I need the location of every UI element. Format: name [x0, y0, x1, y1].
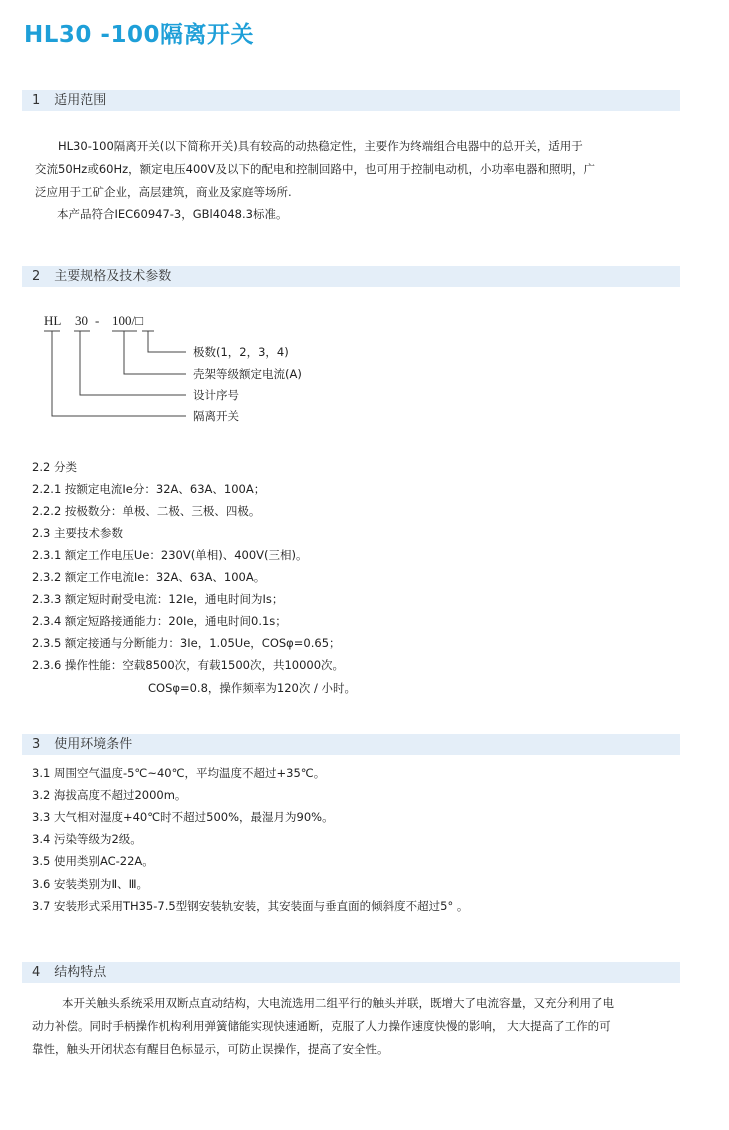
scope-standard-note: 本产品符合IEC60947-3，GBl4048.3标准。: [57, 207, 288, 221]
section-label: 使用环境条件: [54, 737, 133, 752]
spec-item: 2.2 分类: [32, 460, 77, 474]
spec-item-continuation: COSφ=0.8，操作频率为120次 / 小时。: [148, 681, 357, 695]
environment-item: 3.4 污染等级为2级。: [32, 832, 142, 846]
scope-paragraph-line: 泛应用于工矿企业，高层建筑，商业及家庭等场所.: [35, 185, 292, 199]
legend-rated-current: 壳架等级额定电流(A): [193, 367, 302, 381]
environment-item: 3.3 大气相对湿度+40℃时不超过500%，最湿月为90%。: [32, 810, 334, 824]
environment-item: 3.6 安装类别为Ⅱ、Ⅲ。: [32, 877, 149, 891]
structure-paragraph-line: 本开关触头系统采用双断点直动结构，大电流选用二组平行的触头并联，既增大了电流容量，又充分利用了电: [62, 996, 614, 1010]
section-number: 3: [32, 737, 41, 752]
section-label: 适用范围: [54, 93, 107, 108]
legend-design-number: 设计序号: [193, 388, 239, 402]
legend-isolating-switch: 隔离开关: [193, 409, 239, 423]
model-code-30: 30: [75, 313, 88, 328]
structure-paragraph-line: 动力补偿。同时手柄操作机构利用弹簧储能实现快速通断，克服了人力操作速度快慢的影响， 大大提高了工作的可: [32, 1019, 611, 1033]
model-code-hl: HL: [44, 313, 62, 328]
legend-poles: 极数(1，2，3，4): [193, 345, 289, 359]
section-number: 1: [32, 93, 41, 108]
spec-item: 2.3.1 额定工作电压Ue：230V(单相)、400V(三相)。: [32, 548, 308, 562]
model-code-100: 100/□: [112, 313, 143, 328]
spec-item: 2.3.3 额定短时耐受电流：12Ie，通电时间为Is；: [32, 592, 284, 606]
spec-item: 2.3.2 额定工作电流Ie：32A、63A、100A。: [32, 570, 266, 584]
section-header-structure: [22, 962, 680, 983]
leader-poles: [148, 331, 186, 352]
spec-item: 2.3.6 操作性能：空载8500次，有载1500次，共10000次。: [32, 658, 345, 672]
section-label: 结构特点: [54, 965, 107, 980]
section-number: 4: [32, 965, 41, 980]
scope-paragraph-line: HL30-100隔离开关(以下简称开关)具有较高的动热稳定性，主要作为终端组合电器中的总开关，适用于: [58, 139, 583, 153]
leader-design: [80, 331, 186, 395]
environment-item: 3.1 周围空气温度-5℃~40℃，平均温度不超过+35℃。: [32, 766, 326, 780]
section-label: 主要规格及技术参数: [54, 269, 172, 284]
environment-item: 3.5 使用类别AC-22A。: [32, 854, 154, 868]
scope-paragraph-line: 交流50Hz或60Hz，额定电压400V及以下的配电和控制回路中，也可用于控制电动机，小功率电器和照明，广: [35, 162, 595, 176]
environment-item: 3.2 海拔高度不超过2000m。: [32, 788, 187, 802]
spec-item: 2.2.2 按极数分：单极、二极、三极、四极。: [32, 504, 261, 518]
section-number: 2: [32, 269, 41, 284]
model-code-dash: -: [95, 313, 100, 328]
spec-item: 2.3 主要技术参数: [32, 526, 123, 540]
page-title: HL30 -100隔离开关: [24, 22, 254, 48]
spec-item: 2.3.5 额定接通与分断能力：3Ie，1.05Ue，COSφ=0.65；: [32, 636, 341, 650]
environment-item: 3.7 安装形式采用TH35-7.5型钢安装轨安装，其安装面与垂直面的倾斜度不超过5° 。: [32, 899, 469, 913]
spec-item: 2.2.1 按额定电流Ie分：32A、63A、100A；: [32, 482, 266, 496]
section-header-environment: [22, 734, 680, 755]
spec-item: 2.3.4 额定短路接通能力：20Ie，通电时间0.1s；: [32, 614, 287, 628]
structure-paragraph-line: 靠性，触头开闭状态有醒目色标显示，可防止误操作，提高了安全性。: [32, 1042, 389, 1056]
